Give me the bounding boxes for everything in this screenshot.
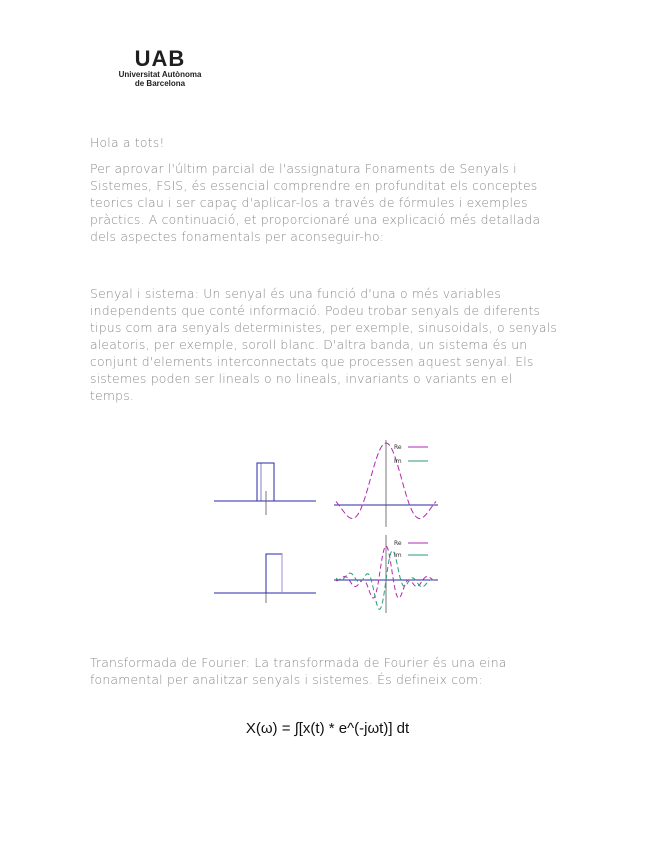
signal-system-paragraph: Senyal i sistema: Un senyal és una funció d'una o més variables independents que conté informació. Podeu trobar senyals de diferents tipus com ara senyals deterministes, per exemple, sinusoidals, o senyals aleatoris, per exemple, soroll blanc. D'altra banda, un sistema és un conjunt d'elements interconnectats que processen aquest senyal. Els sistemes poden ser lineals o no lineals, invariants o variants en el temps. xyxy=(90,286,558,403)
logo-mark: UAB xyxy=(134,46,186,71)
fourier-pulse-figure xyxy=(212,435,442,615)
uab-logo xyxy=(110,48,210,88)
fourier-formula: X(ω) = ∫[x(t) * e^(-jωt)] dt xyxy=(245,720,410,737)
logo-name-line2: de Barcelona xyxy=(134,79,186,88)
logo-name-line1: Universitat Autònoma xyxy=(118,70,202,79)
pulse-rect-bottom xyxy=(266,554,282,593)
legend-im-label-top: Im xyxy=(394,458,402,465)
legend-re-label-top: Re xyxy=(394,444,402,451)
fourier-paragraph: Transformada de Fourier: La transformada de Fourier és una eina fonamental per analitzar senyals i sistemes. És defineix com: xyxy=(90,655,507,687)
greeting-text: Hola a tots! xyxy=(90,135,165,150)
pulse-rect-top xyxy=(257,463,274,501)
figure-svg xyxy=(212,435,442,615)
legend-im-label-bottom: Im xyxy=(394,552,402,559)
intro-paragraph: Per aprovar l'últim parcial de l'assignatura Fonaments de Senyals i Sistemes, FSIS, és essencial comprendre en profunditat els conceptes teorics clau i ser capaç d'aplicar-los a través de fórmules i exemples pràctics. A continuació, et proporcionaré una explicació més detallada dels aspectes fonamentals per aconseguir-ho: xyxy=(90,161,541,244)
legend-re-label-bottom: Re xyxy=(394,540,402,547)
